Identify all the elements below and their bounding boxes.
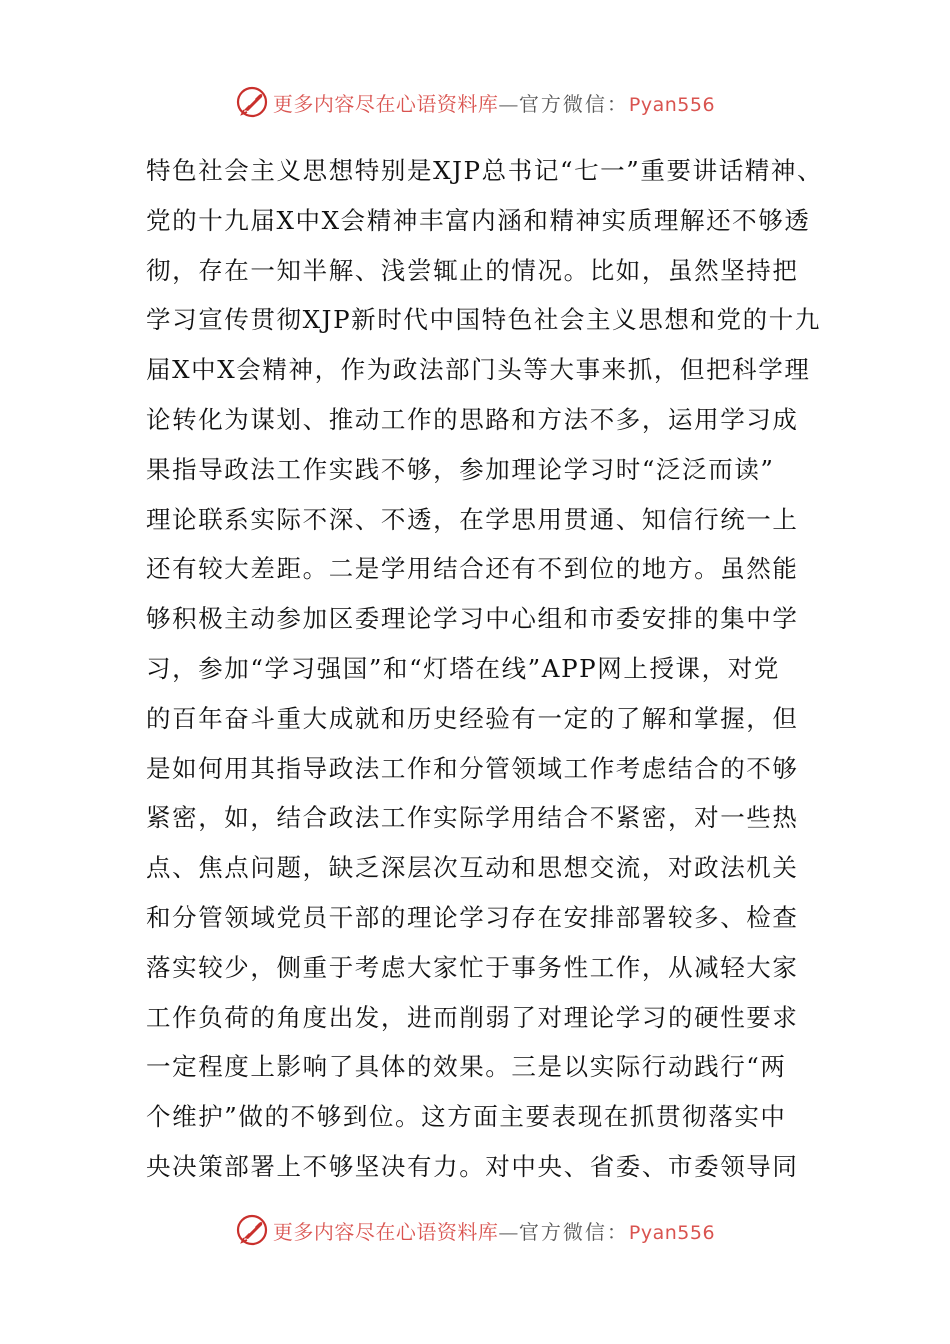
text-line: 一定程度上影响了具体的效果。三是以实际行动践行“两 bbox=[146, 1052, 787, 1082]
text-line: 的百年奋斗重大成就和历史经验有一定的了解和掌握，但 bbox=[146, 703, 799, 733]
quill-pen-icon bbox=[235, 1213, 269, 1247]
quill-pen-icon bbox=[235, 85, 269, 119]
text-line: 论转化为谋划、推动工作的思路和方法不多，运用学习成 bbox=[146, 404, 799, 434]
text-line: 特色社会主义思想特别是XJP总书记“七一”重要讲话精神、 bbox=[146, 156, 824, 185]
text-line: 习，参加“学习强国”和“灯塔在线”APP网上授课，对党 bbox=[146, 653, 780, 683]
text-line: 届X中X会精神，作为政法部门头等大事来抓，但把科学理 bbox=[146, 355, 811, 385]
text-line: 工作负荷的角度出发，进而削弱了对理论学习的硬性要求 bbox=[146, 1002, 799, 1032]
footer-banner-content bbox=[235, 1213, 715, 1247]
text-line: 学习宣传贯彻XJP新时代中国特色社会主义思想和党的十九 bbox=[146, 305, 821, 335]
text-line: 党的十九届X中X会精神丰富内涵和精神实质理解还不够透 bbox=[146, 205, 811, 235]
document-body bbox=[146, 146, 826, 1192]
text-line: 够积极主动参加区委理论学习中心组和市委安排的集中学 bbox=[146, 604, 799, 634]
text-line: 点、焦点问题，缺乏深层次互动和思想交流，对政法机关 bbox=[146, 853, 799, 883]
text-line: 和分管领域党员干部的理论学习存在安排部署较多、检查 bbox=[146, 902, 799, 932]
text-line: 落实较少，侧重于考虑大家忙于事务性工作，从减轻大家 bbox=[146, 952, 799, 982]
text-line: 还有较大差距。二是学用结合还有不到位的地方。虽然能 bbox=[146, 554, 799, 584]
footer-banner bbox=[0, 1210, 950, 1250]
text-line: 理论联系实际不深、不透，在学思用贯通、知信行统一上 bbox=[146, 504, 799, 534]
text-line: 是如何用其指导政法工作和分管领域工作考虑结合的不够 bbox=[146, 753, 799, 783]
text-line: 央决策部署上不够坚决有力。对中央、省委、市委领导同 bbox=[146, 1151, 799, 1181]
footer-banner-text: 更多内容尽在心语资料库—官方微信：Pyan556 bbox=[272, 1219, 716, 1244]
text-line: 彻，存在一知半解、浅尝辄止的情况。比如，虽然坚持把 bbox=[146, 255, 799, 285]
text-line: 紧密，如，结合政法工作实际学用结合不紧密，对一些热 bbox=[146, 803, 799, 833]
text-line: 个维护”做的不够到位。这方面主要表现在抓贯彻落实中 bbox=[146, 1102, 787, 1132]
header-banner-text: 更多内容尽在心语资料库—官方微信：Pyan556 bbox=[272, 91, 716, 116]
text-line: 果指导政法工作实践不够，参加理论学习时“泛泛而读” bbox=[146, 454, 775, 484]
header-banner bbox=[0, 82, 950, 122]
header-banner-content bbox=[235, 85, 715, 119]
